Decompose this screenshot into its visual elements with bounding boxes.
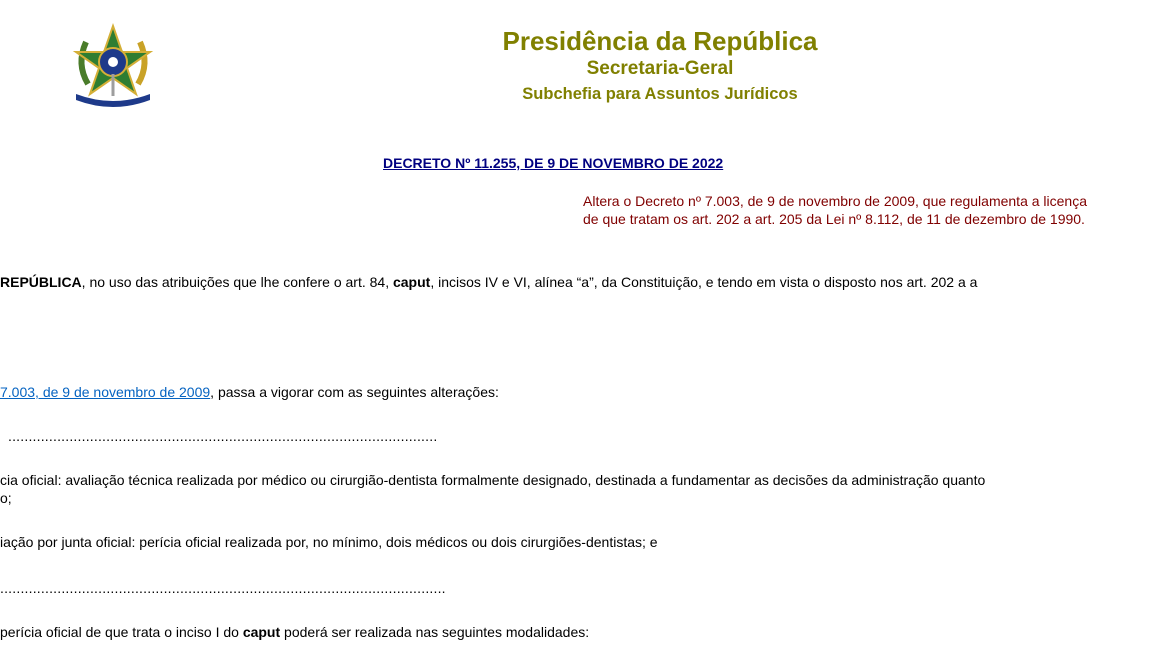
preamble-text-b: , incisos IV e VI, alínea “a”, da Constituição, e tendo em vista o disposto nos art. 202 a a <box>430 274 978 290</box>
omitted-text-dots: ......................................................................................................... <box>8 428 438 444</box>
office-name: Subchefia para Assuntos Jurídicos <box>522 85 798 103</box>
page-subtitle: Secretaria-Geral <box>586 58 734 79</box>
article-1-paragraph <box>0 384 499 400</box>
preamble-paragraph <box>0 274 977 290</box>
decree-7003-link[interactable]: 7.003, de 9 de novembro de 2009 <box>0 384 211 400</box>
paragraph-text-b: poderá ser realizada nas seguintes modalidades: <box>280 624 590 640</box>
paragraph-caput: caput <box>242 624 281 640</box>
paragraph-modalities <box>0 624 589 640</box>
paragraph-text-a: perícia oficial de que trata o inciso I do <box>0 624 243 640</box>
ementa-line-2: de que tratam os art. 202 a art. 205 da Lei nº 8.112, de 11 de dezembro de 1990. <box>583 211 1085 227</box>
article-1-text: , passa a vigorar com as seguintes alterações: <box>210 384 499 400</box>
item-1-line-1: cia oficial: avaliação técnica realizada por médico ou cirurgião-dentista formalmente designado, destinada a fundamentar as decisões da administração quanto <box>0 472 986 488</box>
preamble-bold: REPÚBLICA <box>0 274 82 290</box>
ementa-line-1: Altera o Decreto nº 7.003, de 9 de novembro de 2009, que regulamenta a licença <box>583 193 1087 209</box>
omitted-text-dots-2: ............................................................................................................. <box>0 580 446 596</box>
item-2: iação por junta oficial: perícia oficial realizada por, no mínimo, dois médicos ou dois cirurgiões-dentistas; e <box>0 534 658 550</box>
item-1-line-2: o; <box>0 490 12 506</box>
page-title: Presidência da República <box>502 26 818 56</box>
preamble-caput: caput <box>392 274 431 290</box>
coat-of-arms-emblem <box>70 22 156 108</box>
preamble-text-a: , no uso das atribuições que lhe confere o art. 84, <box>81 274 393 290</box>
decree-title[interactable]: DECRETO Nº 11.255, DE 9 DE NOVEMBRO DE 2022 <box>383 155 724 171</box>
